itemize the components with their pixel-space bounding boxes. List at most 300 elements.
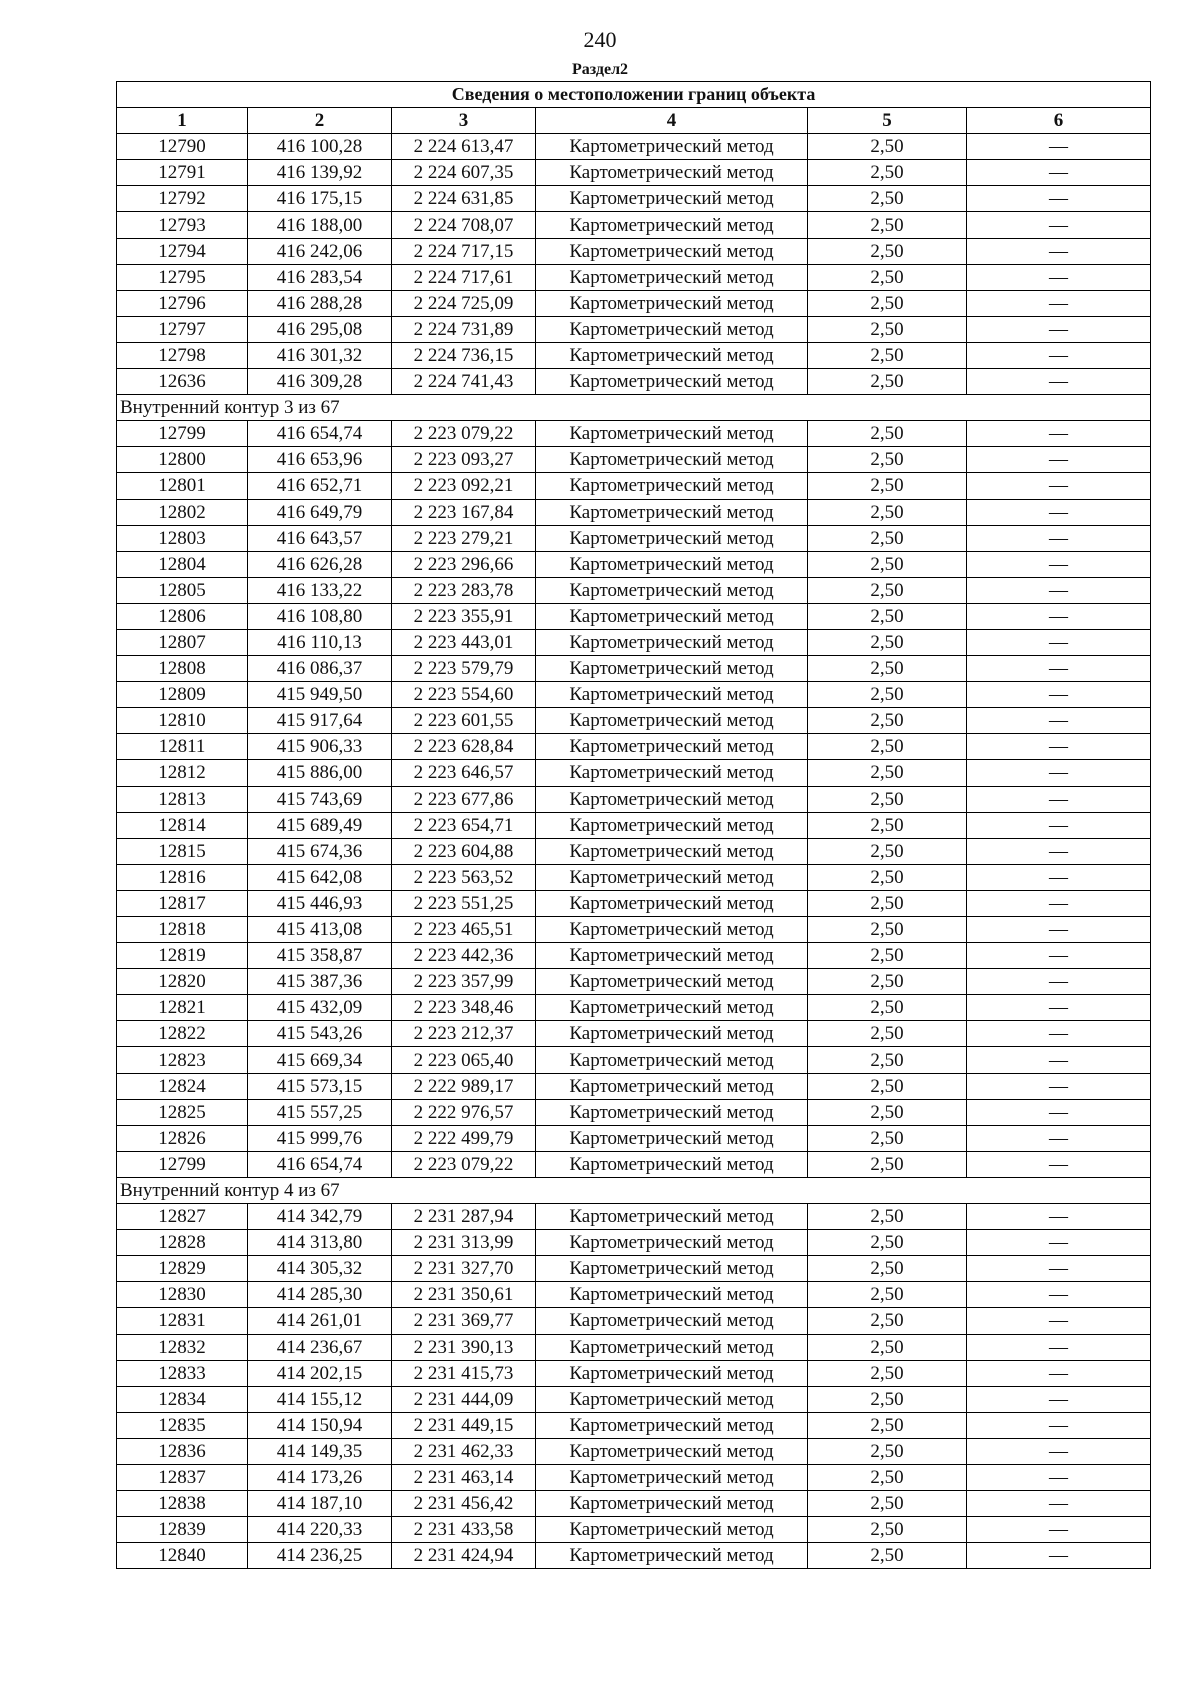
table-row — [117, 1543, 1151, 1569]
table-caption-row — [117, 82, 1151, 108]
table-row — [117, 316, 1151, 342]
y-coordinate-cell: 2 224 725,09 — [392, 290, 536, 316]
point-number-cell: 12828 — [117, 1230, 248, 1256]
y-coordinate-cell: 2 231 456,42 — [392, 1491, 536, 1517]
point-number-cell: 12804 — [117, 551, 248, 577]
method-cell: Картометрический метод — [536, 525, 808, 551]
x-coordinate-cell: 414 149,35 — [248, 1438, 392, 1464]
description-cell: — — [967, 812, 1151, 838]
accuracy-cell: 2,50 — [808, 447, 967, 473]
point-number-cell: 12840 — [117, 1543, 248, 1569]
table-row — [117, 447, 1151, 473]
description-cell: — — [967, 525, 1151, 551]
table-row — [117, 1412, 1151, 1438]
point-number-cell: 12824 — [117, 1073, 248, 1099]
x-coordinate-cell: 415 387,36 — [248, 969, 392, 995]
table-row — [117, 890, 1151, 916]
x-coordinate-cell: 414 342,79 — [248, 1204, 392, 1230]
accuracy-cell: 2,50 — [808, 1073, 967, 1099]
description-cell: — — [967, 473, 1151, 499]
point-number-cell: 12812 — [117, 760, 248, 786]
y-coordinate-cell: 2 224 708,07 — [392, 212, 536, 238]
point-number-cell: 12832 — [117, 1334, 248, 1360]
x-coordinate-cell: 414 236,67 — [248, 1334, 392, 1360]
x-coordinate-cell: 415 557,25 — [248, 1099, 392, 1125]
method-cell: Картометрический метод — [536, 316, 808, 342]
y-coordinate-cell: 2 223 677,86 — [392, 786, 536, 812]
description-cell: — — [967, 708, 1151, 734]
contour-row — [117, 1177, 1151, 1203]
description-cell: — — [967, 786, 1151, 812]
y-coordinate-cell: 2 223 296,66 — [392, 551, 536, 577]
accuracy-cell: 2,50 — [808, 603, 967, 629]
description-cell: — — [967, 1543, 1151, 1569]
point-number-cell: 12790 — [117, 134, 248, 160]
table-row — [117, 969, 1151, 995]
method-cell: Картометрический метод — [536, 1021, 808, 1047]
table-row — [117, 1099, 1151, 1125]
x-coordinate-cell: 416 110,13 — [248, 629, 392, 655]
table-row — [117, 1360, 1151, 1386]
y-coordinate-cell: 2 223 601,55 — [392, 708, 536, 734]
x-coordinate-cell: 415 949,50 — [248, 682, 392, 708]
description-cell: — — [967, 890, 1151, 916]
description-cell: — — [967, 134, 1151, 160]
y-coordinate-cell: 2 223 093,27 — [392, 447, 536, 473]
point-number-cell: 12838 — [117, 1491, 248, 1517]
method-cell: Картометрический метод — [536, 812, 808, 838]
y-coordinate-cell: 2 223 443,01 — [392, 629, 536, 655]
y-coordinate-cell: 2 223 465,51 — [392, 917, 536, 943]
point-number-cell: 12831 — [117, 1308, 248, 1334]
description-cell: — — [967, 1334, 1151, 1360]
accuracy-cell: 2,50 — [808, 1334, 967, 1360]
method-cell: Картометрический метод — [536, 1360, 808, 1386]
x-coordinate-cell: 415 886,00 — [248, 760, 392, 786]
point-number-cell: 12827 — [117, 1204, 248, 1230]
x-coordinate-cell: 414 202,15 — [248, 1360, 392, 1386]
description-cell: — — [967, 1230, 1151, 1256]
description-cell: — — [967, 1412, 1151, 1438]
table-row — [117, 134, 1151, 160]
y-coordinate-cell: 2 231 390,13 — [392, 1334, 536, 1360]
table-row — [117, 1204, 1151, 1230]
point-number-cell: 12833 — [117, 1360, 248, 1386]
method-cell: Картометрический метод — [536, 1438, 808, 1464]
y-coordinate-cell: 2 231 327,70 — [392, 1256, 536, 1282]
point-number-cell: 12817 — [117, 890, 248, 916]
description-cell: — — [967, 186, 1151, 212]
description-cell: — — [967, 734, 1151, 760]
method-cell: Картометрический метод — [536, 734, 808, 760]
point-number-cell: 12814 — [117, 812, 248, 838]
x-coordinate-cell: 414 173,26 — [248, 1464, 392, 1490]
method-cell: Картометрический метод — [536, 1047, 808, 1073]
method-cell: Картометрический метод — [536, 969, 808, 995]
description-cell: — — [967, 656, 1151, 682]
method-cell: Картометрический метод — [536, 1412, 808, 1438]
y-coordinate-cell: 2 223 212,37 — [392, 1021, 536, 1047]
x-coordinate-cell: 415 543,26 — [248, 1021, 392, 1047]
table-row — [117, 577, 1151, 603]
point-number-cell: 12818 — [117, 917, 248, 943]
method-cell: Картометрический метод — [536, 656, 808, 682]
accuracy-cell: 2,50 — [808, 1047, 967, 1073]
x-coordinate-cell: 416 175,15 — [248, 186, 392, 212]
method-cell: Картометрический метод — [536, 1308, 808, 1334]
y-coordinate-cell: 2 222 976,57 — [392, 1099, 536, 1125]
description-cell: — — [967, 316, 1151, 342]
method-cell: Картометрический метод — [536, 447, 808, 473]
method-cell: Картометрический метод — [536, 577, 808, 603]
accuracy-cell: 2,50 — [808, 943, 967, 969]
accuracy-cell: 2,50 — [808, 316, 967, 342]
table-body — [117, 134, 1151, 1569]
table-row — [117, 1464, 1151, 1490]
description-cell: — — [967, 577, 1151, 603]
accuracy-cell: 2,50 — [808, 786, 967, 812]
accuracy-cell: 2,50 — [808, 525, 967, 551]
method-cell: Картометрический метод — [536, 342, 808, 368]
table-row — [117, 369, 1151, 395]
description-cell: — — [967, 760, 1151, 786]
method-cell: Картометрический метод — [536, 1073, 808, 1099]
y-coordinate-cell: 2 231 424,94 — [392, 1543, 536, 1569]
point-number-cell: 12794 — [117, 238, 248, 264]
table-row — [117, 1256, 1151, 1282]
description-cell: — — [967, 1517, 1151, 1543]
y-coordinate-cell: 2 223 283,78 — [392, 577, 536, 603]
x-coordinate-cell: 414 155,12 — [248, 1386, 392, 1412]
description-cell: — — [967, 1125, 1151, 1151]
table-row — [117, 212, 1151, 238]
x-coordinate-cell: 416 288,28 — [248, 290, 392, 316]
y-coordinate-cell: 2 223 604,88 — [392, 838, 536, 864]
table-row — [117, 917, 1151, 943]
y-coordinate-cell: 2 224 736,15 — [392, 342, 536, 368]
method-cell: Картометрический метод — [536, 212, 808, 238]
table-row — [117, 864, 1151, 890]
point-number-cell: 12791 — [117, 160, 248, 186]
method-cell: Картометрический метод — [536, 186, 808, 212]
table-row — [117, 1230, 1151, 1256]
accuracy-cell: 2,50 — [808, 812, 967, 838]
table-row — [117, 1282, 1151, 1308]
x-coordinate-cell: 416 295,08 — [248, 316, 392, 342]
point-number-cell: 12792 — [117, 186, 248, 212]
table-caption: Сведения о местоположении границ объекта — [117, 82, 1151, 108]
table-row — [117, 473, 1151, 499]
accuracy-cell: 2,50 — [808, 995, 967, 1021]
y-coordinate-cell: 2 223 355,91 — [392, 603, 536, 629]
x-coordinate-cell: 416 086,37 — [248, 656, 392, 682]
y-coordinate-cell: 2 223 646,57 — [392, 760, 536, 786]
y-coordinate-cell: 2 231 369,77 — [392, 1308, 536, 1334]
method-cell: Картометрический метод — [536, 943, 808, 969]
point-number-cell: 12793 — [117, 212, 248, 238]
table-row — [117, 290, 1151, 316]
y-coordinate-cell: 2 224 607,35 — [392, 160, 536, 186]
accuracy-cell: 2,50 — [808, 864, 967, 890]
method-cell: Картометрический метод — [536, 890, 808, 916]
method-cell: Картометрический метод — [536, 1099, 808, 1125]
point-number-cell: 12825 — [117, 1099, 248, 1125]
y-coordinate-cell: 2 231 415,73 — [392, 1360, 536, 1386]
boundary-coordinates-table — [116, 81, 1151, 1569]
method-cell: Картометрический метод — [536, 1543, 808, 1569]
accuracy-cell: 2,50 — [808, 760, 967, 786]
accuracy-cell: 2,50 — [808, 342, 967, 368]
accuracy-cell: 2,50 — [808, 1125, 967, 1151]
method-cell: Картометрический метод — [536, 1125, 808, 1151]
x-coordinate-cell: 414 236,25 — [248, 1543, 392, 1569]
x-coordinate-cell: 415 642,08 — [248, 864, 392, 890]
x-coordinate-cell: 415 573,15 — [248, 1073, 392, 1099]
accuracy-cell: 2,50 — [808, 264, 967, 290]
method-cell: Картометрический метод — [536, 629, 808, 655]
column-header: 5 — [808, 108, 967, 134]
description-cell: — — [967, 551, 1151, 577]
description-cell: — — [967, 1438, 1151, 1464]
y-coordinate-cell: 2 223 654,71 — [392, 812, 536, 838]
point-number-cell: 12821 — [117, 995, 248, 1021]
point-number-cell: 12839 — [117, 1517, 248, 1543]
accuracy-cell: 2,50 — [808, 1438, 967, 1464]
point-number-cell: 12805 — [117, 577, 248, 603]
x-coordinate-cell: 415 674,36 — [248, 838, 392, 864]
table-row — [117, 525, 1151, 551]
accuracy-cell: 2,50 — [808, 682, 967, 708]
description-cell: — — [967, 421, 1151, 447]
table-row — [117, 786, 1151, 812]
description-cell: — — [967, 1073, 1151, 1099]
accuracy-cell: 2,50 — [808, 473, 967, 499]
point-number-cell: 12810 — [117, 708, 248, 734]
method-cell: Картометрический метод — [536, 838, 808, 864]
method-cell: Картометрический метод — [536, 290, 808, 316]
y-coordinate-cell: 2 223 579,79 — [392, 656, 536, 682]
page-number: 240 — [583, 27, 617, 52]
point-number-cell: 12801 — [117, 473, 248, 499]
x-coordinate-cell: 414 305,32 — [248, 1256, 392, 1282]
accuracy-cell: 2,50 — [808, 134, 967, 160]
y-coordinate-cell: 2 224 731,89 — [392, 316, 536, 342]
description-cell: — — [967, 238, 1151, 264]
point-number-cell: 12837 — [117, 1464, 248, 1490]
y-coordinate-cell: 2 231 350,61 — [392, 1282, 536, 1308]
point-number-cell: 12636 — [117, 369, 248, 395]
method-cell: Картометрический метод — [536, 1230, 808, 1256]
method-cell: Картометрический метод — [536, 917, 808, 943]
y-coordinate-cell: 2 224 613,47 — [392, 134, 536, 160]
x-coordinate-cell: 415 906,33 — [248, 734, 392, 760]
y-coordinate-cell: 2 224 717,61 — [392, 264, 536, 290]
accuracy-cell: 2,50 — [808, 1360, 967, 1386]
y-coordinate-cell: 2 223 079,22 — [392, 421, 536, 447]
point-number-cell: 12799 — [117, 1151, 248, 1177]
column-header: 1 — [117, 108, 248, 134]
y-coordinate-cell: 2 223 092,21 — [392, 473, 536, 499]
description-cell: — — [967, 499, 1151, 525]
description-cell: — — [967, 369, 1151, 395]
table-row — [117, 1491, 1151, 1517]
description-cell: — — [967, 290, 1151, 316]
y-coordinate-cell: 2 223 167,84 — [392, 499, 536, 525]
description-cell: — — [967, 864, 1151, 890]
description-cell: — — [967, 1256, 1151, 1282]
point-number-cell: 12800 — [117, 447, 248, 473]
accuracy-cell: 2,50 — [808, 577, 967, 603]
point-number-cell: 12807 — [117, 629, 248, 655]
accuracy-cell: 2,50 — [808, 186, 967, 212]
y-coordinate-cell: 2 231 444,09 — [392, 1386, 536, 1412]
description-cell: — — [967, 1047, 1151, 1073]
y-coordinate-cell: 2 223 279,21 — [392, 525, 536, 551]
x-coordinate-cell: 415 917,64 — [248, 708, 392, 734]
point-number-cell: 12809 — [117, 682, 248, 708]
table-row — [117, 551, 1151, 577]
accuracy-cell: 2,50 — [808, 421, 967, 447]
x-coordinate-cell: 416 653,96 — [248, 447, 392, 473]
table-row — [117, 838, 1151, 864]
method-cell: Картометрический метод — [536, 238, 808, 264]
x-coordinate-cell: 414 313,80 — [248, 1230, 392, 1256]
accuracy-cell: 2,50 — [808, 734, 967, 760]
x-coordinate-cell: 414 187,10 — [248, 1491, 392, 1517]
table-row — [117, 499, 1151, 525]
accuracy-cell: 2,50 — [808, 1491, 967, 1517]
accuracy-cell: 2,50 — [808, 917, 967, 943]
contour-row — [117, 395, 1151, 421]
x-coordinate-cell: 416 654,74 — [248, 421, 392, 447]
description-cell: — — [967, 917, 1151, 943]
point-number-cell: 12813 — [117, 786, 248, 812]
y-coordinate-cell: 2 222 499,79 — [392, 1125, 536, 1151]
table-row — [117, 812, 1151, 838]
y-coordinate-cell: 2 223 348,46 — [392, 995, 536, 1021]
method-cell: Картометрический метод — [536, 682, 808, 708]
accuracy-cell: 2,50 — [808, 1230, 967, 1256]
x-coordinate-cell: 415 689,49 — [248, 812, 392, 838]
accuracy-cell: 2,50 — [808, 1464, 967, 1490]
table-row — [117, 238, 1151, 264]
x-coordinate-cell: 414 285,30 — [248, 1282, 392, 1308]
x-coordinate-cell: 416 309,28 — [248, 369, 392, 395]
description-cell: — — [967, 160, 1151, 186]
accuracy-cell: 2,50 — [808, 1151, 967, 1177]
method-cell: Картометрический метод — [536, 708, 808, 734]
x-coordinate-cell: 416 139,92 — [248, 160, 392, 186]
table-row — [117, 421, 1151, 447]
accuracy-cell: 2,50 — [808, 1412, 967, 1438]
method-cell: Картометрический метод — [536, 134, 808, 160]
x-coordinate-cell: 416 283,54 — [248, 264, 392, 290]
table-row — [117, 1517, 1151, 1543]
table-row — [117, 342, 1151, 368]
y-coordinate-cell: 2 223 551,25 — [392, 890, 536, 916]
point-number-cell: 12834 — [117, 1386, 248, 1412]
accuracy-cell: 2,50 — [808, 1308, 967, 1334]
method-cell: Картометрический метод — [536, 1151, 808, 1177]
method-cell: Картометрический метод — [536, 160, 808, 186]
table-row — [117, 1021, 1151, 1047]
point-number-cell: 12803 — [117, 525, 248, 551]
point-number-cell: 12820 — [117, 969, 248, 995]
table-row — [117, 682, 1151, 708]
y-coordinate-cell: 2 231 433,58 — [392, 1517, 536, 1543]
accuracy-cell: 2,50 — [808, 1517, 967, 1543]
accuracy-cell: 2,50 — [808, 290, 967, 316]
x-coordinate-cell: 414 150,94 — [248, 1412, 392, 1438]
method-cell: Картометрический метод — [536, 1204, 808, 1230]
y-coordinate-cell: 2 231 287,94 — [392, 1204, 536, 1230]
point-number-cell: 12816 — [117, 864, 248, 890]
point-number-cell: 12822 — [117, 1021, 248, 1047]
y-coordinate-cell: 2 223 079,22 — [392, 1151, 536, 1177]
y-coordinate-cell: 2 231 313,99 — [392, 1230, 536, 1256]
table-row — [117, 186, 1151, 212]
y-coordinate-cell: 2 224 631,85 — [392, 186, 536, 212]
method-cell: Картометрический метод — [536, 1386, 808, 1412]
x-coordinate-cell: 416 301,32 — [248, 342, 392, 368]
accuracy-cell: 2,50 — [808, 838, 967, 864]
x-coordinate-cell: 415 669,34 — [248, 1047, 392, 1073]
method-cell: Картометрический метод — [536, 1334, 808, 1360]
description-cell: — — [967, 995, 1151, 1021]
point-number-cell: 12829 — [117, 1256, 248, 1282]
x-coordinate-cell: 414 220,33 — [248, 1517, 392, 1543]
accuracy-cell: 2,50 — [808, 160, 967, 186]
method-cell: Картометрический метод — [536, 786, 808, 812]
column-header: 4 — [536, 108, 808, 134]
point-number-cell: 12826 — [117, 1125, 248, 1151]
x-coordinate-cell: 416 643,57 — [248, 525, 392, 551]
accuracy-cell: 2,50 — [808, 1543, 967, 1569]
table-row — [117, 734, 1151, 760]
x-coordinate-cell: 415 999,76 — [248, 1125, 392, 1151]
method-cell: Картометрический метод — [536, 551, 808, 577]
description-cell: — — [967, 838, 1151, 864]
point-number-cell: 12798 — [117, 342, 248, 368]
y-coordinate-cell: 2 223 628,84 — [392, 734, 536, 760]
point-number-cell: 12796 — [117, 290, 248, 316]
x-coordinate-cell: 416 188,00 — [248, 212, 392, 238]
point-number-cell: 12835 — [117, 1412, 248, 1438]
table-row — [117, 1334, 1151, 1360]
table-row — [117, 160, 1151, 186]
x-coordinate-cell: 416 133,22 — [248, 577, 392, 603]
column-header-row — [117, 108, 1151, 134]
x-coordinate-cell: 415 358,87 — [248, 943, 392, 969]
x-coordinate-cell: 416 100,28 — [248, 134, 392, 160]
description-cell: — — [967, 1308, 1151, 1334]
accuracy-cell: 2,50 — [808, 1204, 967, 1230]
y-coordinate-cell: 2 223 563,52 — [392, 864, 536, 890]
table-row — [117, 603, 1151, 629]
accuracy-cell: 2,50 — [808, 499, 967, 525]
description-cell: — — [967, 1282, 1151, 1308]
table-row — [117, 1125, 1151, 1151]
method-cell: Картометрический метод — [536, 1282, 808, 1308]
y-coordinate-cell: 2 222 989,17 — [392, 1073, 536, 1099]
table-row — [117, 995, 1151, 1021]
description-cell: — — [967, 1386, 1151, 1412]
accuracy-cell: 2,50 — [808, 969, 967, 995]
description-cell: — — [967, 1021, 1151, 1047]
accuracy-cell: 2,50 — [808, 708, 967, 734]
method-cell: Картометрический метод — [536, 1517, 808, 1543]
x-coordinate-cell: 415 413,08 — [248, 917, 392, 943]
